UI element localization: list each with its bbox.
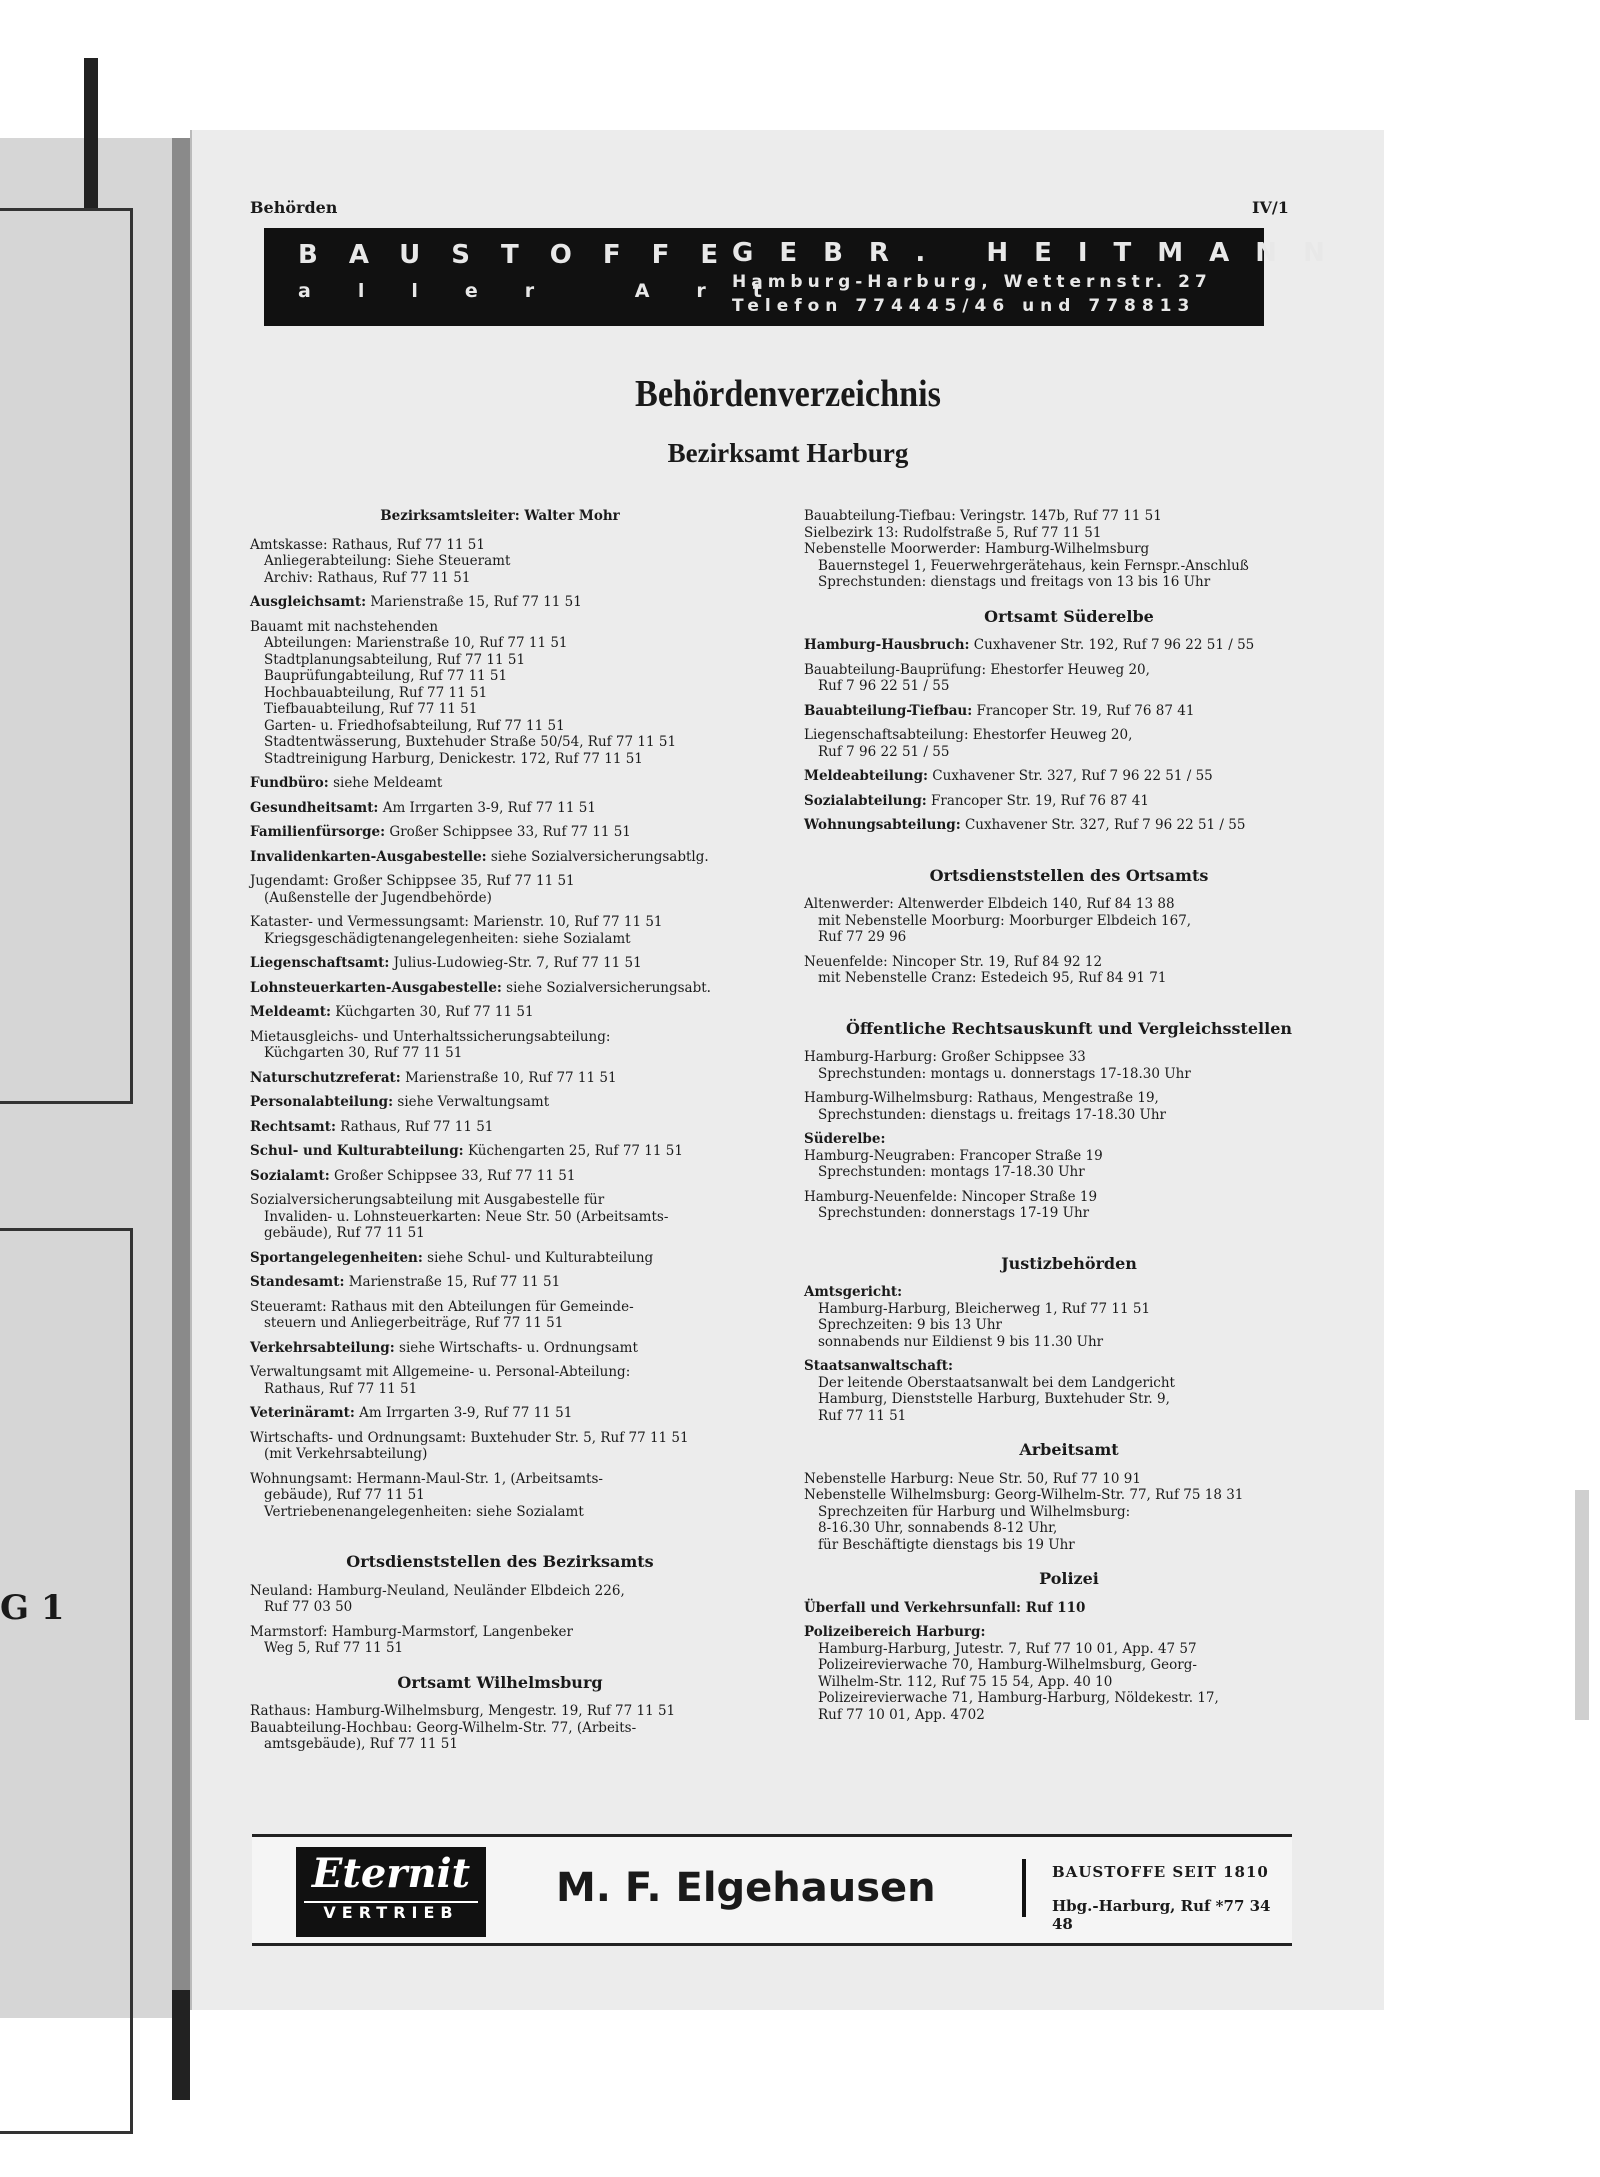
running-header-right: IV/1 — [1252, 198, 1289, 217]
advert-address: Hamburg-Harburg, Wetternstr. 27 — [732, 272, 1212, 292]
page-title: Behördenverzeichnis — [635, 373, 941, 415]
advert-baustoffe: BAUSTOFFE — [298, 240, 750, 270]
entry-sub: Hamburg, Dienststelle Harburg, Buxtehuder Str. 9, — [818, 1391, 1170, 1407]
entry-sub: Hamburg-Harburg, Bleicherweg 1, Ruf 77 11 51 — [818, 1300, 1151, 1317]
left-page — [0, 138, 172, 2018]
entry-sub: Sprechstunden: montags 17-18.30 Uhr — [818, 1164, 1085, 1180]
entry-sub: amtsgebäude), Ruf 77 11 51 — [264, 1736, 458, 1752]
entry: Sielbezirk 13: Rudolfstraße 5, Ruf 77 11 51 — [804, 524, 1102, 541]
entry: Meldeabteilung: Cuxhavener Str. 327, Ruf 7 96 22 51 / 55 — [804, 768, 1213, 784]
section-heading: Ortsdienststellen des Ortsamts — [929, 865, 1209, 885]
entry-sub: sonnabends nur Eildienst 9 bis 11.30 Uhr — [818, 1333, 1104, 1350]
binding-strip-bottom — [172, 1990, 190, 2100]
entry-sub: Sprechstunden: dienstags und freitags von 13 bis 16 Uhr — [818, 574, 1211, 590]
elgehausen-advert — [252, 1834, 1292, 1946]
entry: Bauamt mit nachstehenden — [250, 618, 439, 635]
section-heading: Öffentliche Rechtsauskunft und Vergleichsstellen — [845, 1018, 1293, 1038]
entry-sub: Sprechstunden: dienstags u. freitags 17-18.30 Uhr — [818, 1106, 1166, 1123]
entry-sub: Weg 5, Ruf 77 11 51 — [264, 1640, 404, 1656]
entry: Steueramt: Rathaus mit den Abteilungen für Gemeinde- — [250, 1298, 634, 1315]
entry: Staatsanwaltschaft: — [804, 1358, 954, 1374]
entry: Verwaltungsamt mit Allgemeine- u. Personal-Abteilung: — [250, 1364, 631, 1380]
entry: Gesundheitsamt: Am Irrgarten 3-9, Ruf 77 11 51 — [250, 799, 596, 816]
entry-sub: Der leitende Oberstaatsanwalt bei dem Landgericht — [818, 1374, 1175, 1391]
entry: Bauabteilung-Hochbau: Georg-Wilhelm-Str. 77, (Arbeits- — [250, 1719, 637, 1736]
entry: Schul- und Kulturabteilung: Küchengarten 25, Ruf 77 11 51 — [250, 1143, 683, 1159]
entry: Personalabteilung: siehe Verwaltungsamt — [250, 1094, 550, 1110]
section-heading: Arbeitsamt — [1019, 1440, 1119, 1459]
entry: Familienfürsorge: Großer Schippsee 33, Ruf 77 11 51 — [250, 824, 631, 840]
entry-sub: Anliegerabteilung: Siehe Steueramt — [264, 553, 511, 569]
entry: Wirtschafts- und Ordnungsamt: Buxtehuder Str. 5, Ruf 77 11 51 — [250, 1429, 689, 1446]
advert-divider — [1022, 1859, 1026, 1917]
entry-sub: steuern und Anliegerbeiträge, Ruf 77 11 51 — [264, 1315, 564, 1331]
entry: Sozialabteilung: Francoper Str. 19, Ruf 76 87 41 — [804, 792, 1149, 809]
entry: Hamburg-Hausbruch: Cuxhavener Str. 192, Ruf 7 96 22 51 / 55 — [804, 637, 1255, 653]
entry-sub: für Beschäftigte dienstags bis 19 Uhr — [818, 1536, 1075, 1553]
entry-sub: Stadtreinigung Harburg, Denickestr. 172, Ruf 77 11 51 — [264, 750, 643, 767]
entry-sub: Invaliden- u. Lohnsteuerkarten: Neue Str. 50 (Arbeitsamts- — [264, 1208, 669, 1225]
section-heading: Ortsamt Wilhelmsburg — [397, 1672, 603, 1692]
entry: Fundbüro: siehe Meldeamt — [250, 775, 443, 791]
entry-sub: Archiv: Rathaus, Ruf 77 11 51 — [264, 569, 471, 586]
edge-strip — [1575, 1490, 1589, 1720]
left-page-box-top — [0, 208, 133, 1104]
entry-sub: mit Nebenstelle Moorburg: Moorburger Elbdeich 167, — [818, 912, 1192, 929]
entry: Überfall und Verkehrsunfall: Ruf 110 — [804, 1599, 1086, 1616]
advert-phone: Telefon 774445/46 und 778813 — [732, 296, 1196, 316]
directory-page — [190, 130, 1384, 2010]
entry-sub: Ruf 77 11 51 — [818, 1407, 907, 1424]
advert-since: BAUSTOFFE SEIT 1810 — [1052, 1863, 1269, 1881]
page-subtitle: Bezirksamt Harburg — [667, 438, 909, 468]
entry-region: Süderelbe: — [804, 1131, 886, 1147]
section-heading: Justizbehörden — [1001, 1253, 1137, 1273]
entry: Jugendamt: Großer Schippsee 35, Ruf 77 11 51 — [250, 873, 575, 889]
entry-sub: Polizeirevierwache 70, Hamburg-Wilhelmsburg, Georg- — [818, 1657, 1197, 1673]
entry: Mietausgleichs- und Unterhaltssicherungsabteilung: — [250, 1028, 611, 1045]
entry-sub: Ruf 77 10 01, App. 4702 — [818, 1706, 985, 1723]
entry-sub: Abteilungen: Marienstraße 10, Ruf 77 11 51 — [264, 635, 568, 651]
entry: Bauabteilung-Bauprüfung: Ehestorfer Heuweg 20, — [804, 661, 1150, 678]
entry: Kataster- und Vermessungsamt: Marienstr. 10, Ruf 77 11 51 — [250, 914, 663, 930]
entry: Standesamt: Marienstraße 15, Ruf 77 11 51 — [250, 1274, 561, 1290]
entry: Sportangelegenheiten: siehe Schul- und Kulturabteilung — [250, 1249, 654, 1266]
entry-sub: gebäude), Ruf 77 11 51 — [264, 1487, 425, 1503]
entry-sub: Kriegsgeschädigtenangelegenheiten: siehe Sozialamt — [264, 930, 631, 947]
left-page-letter: G 1 — [0, 1588, 65, 1628]
right-column — [804, 508, 1334, 1723]
section-heading: Polizei — [1039, 1569, 1099, 1588]
entry-sub: Bauprüfungabteilung, Ruf 77 11 51 — [264, 668, 508, 684]
entry: Sozialversicherungsabteilung mit Ausgabestelle für — [250, 1192, 605, 1208]
entry: Lohnsteuerkarten-Ausgabestelle: siehe Sozialversicherungsabt. — [250, 979, 711, 996]
entry: Hamburg-Neugraben: Francoper Straße 19 — [804, 1147, 1103, 1164]
entry: Hamburg-Neuenfelde: Nincoper Straße 19 — [804, 1188, 1098, 1205]
entry: Neuenfelde: Nincoper Str. 19, Ruf 84 92 12 — [804, 953, 1103, 970]
entry-sub: 8-16.30 Uhr, sonnabends 8-12 Uhr, — [818, 1520, 1058, 1536]
entry-sub: Wilhelm-Str. 112, Ruf 75 15 54, App. 40 10 — [818, 1673, 1113, 1690]
entry-sub: (mit Verkehrsabteilung) — [264, 1446, 428, 1462]
binding-strip — [84, 58, 98, 208]
entry-sub: Stadtentwässerung, Buxtehuder Straße 50/54, Ruf 77 11 51 — [264, 734, 677, 750]
entry-sub: Ruf 7 96 22 51 / 55 — [818, 743, 950, 760]
running-header-left: Behörden — [250, 198, 338, 217]
entry: Ausgleichsamt: Marienstraße 15, Ruf 77 11 51 — [250, 594, 582, 610]
district-head: Bezirksamtsleiter: Walter Mohr — [380, 508, 620, 524]
entry-sub: Polizeirevierwache 71, Hamburg-Harburg, Nöldekestr. 17, — [818, 1690, 1219, 1706]
entry-sub: Hochbauabteilung, Ruf 77 11 51 — [264, 684, 488, 701]
advert-phone-line: Hbg.-Harburg, Ruf *77 34 48 — [1052, 1897, 1271, 1933]
entry-sub: Sprechzeiten: 9 bis 13 Uhr — [818, 1317, 1003, 1333]
book-gutter — [172, 138, 190, 2018]
eternit-logo-sub: VERTRIEB — [304, 1901, 478, 1922]
entry: Verkehrsabteilung: siehe Wirtschafts- u. Ordnungsamt — [250, 1339, 638, 1356]
entry: Meldeamt: Küchgarten 30, Ruf 77 11 51 — [250, 1004, 534, 1020]
advert-aller-art: aller Art — [298, 280, 809, 302]
entry: Wohnungsabteilung: Cuxhavener Str. 327, Ruf 7 96 22 51 / 55 — [804, 817, 1246, 833]
entry-sub: Vertriebenenangelegenheiten: siehe Sozialamt — [264, 1503, 584, 1520]
entry: Wohnungsamt: Hermann-Maul-Str. 1, (Arbeitsamts- — [250, 1470, 603, 1487]
entry: Bauabteilung-Tiefbau: Veringstr. 147b, Ruf 77 11 51 — [804, 508, 1162, 524]
entry-sub: Garten- u. Friedhofsabteilung, Ruf 77 11 51 — [264, 717, 565, 734]
entry: Veterinäramt: Am Irrgarten 3-9, Ruf 77 11 51 — [250, 1405, 573, 1421]
heitmann-advert — [264, 228, 1351, 326]
entry-sub: Rathaus, Ruf 77 11 51 — [264, 1380, 418, 1397]
entry: Rechtsamt: Rathaus, Ruf 77 11 51 — [250, 1118, 494, 1135]
entry-sub: Ruf 77 29 96 — [818, 929, 907, 945]
entry: Neuland: Hamburg-Neuland, Neuländer Elbdeich 226, — [250, 1582, 625, 1599]
firm-name: M. F. Elgehausen — [556, 1865, 936, 1911]
entry: Hamburg-Wilhelmsburg: Rathaus, Mengestraße 19, — [804, 1090, 1159, 1106]
entry: Liegenschaftsamt: Julius-Ludowieg-Str. 7, Ruf 77 11 51 — [250, 955, 642, 971]
entry: Bauabteilung-Tiefbau: Francoper Str. 19, Ruf 76 87 41 — [804, 702, 1195, 719]
entry: Naturschutzreferat: Marienstraße 10, Ruf 77 11 51 — [250, 1069, 617, 1086]
entry: Altenwerder: Altenwerder Elbdeich 140, Ruf 84 13 88 — [804, 896, 1175, 912]
entry-sub: Tiefbauabteilung, Ruf 77 11 51 — [264, 701, 478, 717]
entry-sub: Sprechstunden: donnerstags 17-19 Uhr — [818, 1205, 1090, 1221]
section-heading: Ortsdienststellen des Bezirksamts — [346, 1552, 654, 1571]
left-page-box-bottom — [0, 1228, 133, 2134]
eternit-logo — [296, 1847, 486, 1937]
advert-company: GEBR. HEITMANN — [732, 238, 1351, 268]
entry-sub: Stadtplanungsabteilung, Ruf 77 11 51 — [264, 651, 526, 668]
section-heading: Ortsamt Süderelbe — [984, 606, 1154, 626]
entry-sub: Sprechzeiten für Harburg und Wilhelmsburg: — [818, 1503, 1131, 1520]
entry: Marmstorf: Hamburg-Marmstorf, Langenbeker — [250, 1623, 573, 1640]
entry-sub: Ruf 77 03 50 — [264, 1599, 353, 1615]
entry: Invalidenkarten-Ausgabestelle: siehe Sozialversicherungsabtlg. — [250, 848, 709, 865]
entry: Rathaus: Hamburg-Wilhelmsburg, Mengestr. 19, Ruf 77 11 51 — [250, 1703, 676, 1719]
left-column — [250, 508, 750, 1753]
entry-sub: Sprechstunden: montags u. donnerstags 17-18.30 Uhr — [818, 1065, 1191, 1082]
entry-sub: Bauernstegel 1, Feuerwehrgerätehaus, kein Fernspr.-Anschluß — [818, 557, 1249, 574]
entry: Sozialamt: Großer Schippsee 33, Ruf 77 11 51 — [250, 1167, 576, 1184]
eternit-logo-text: Eternit — [311, 1850, 471, 1897]
entry-sub: mit Nebenstelle Cranz: Estedeich 95, Ruf 84 91 71 — [818, 970, 1167, 986]
entry: Liegenschaftsabteilung: Ehestorfer Heuweg 20, — [804, 727, 1133, 743]
entry: Polizeibereich Harburg: — [804, 1624, 986, 1640]
entry: Nebenstelle Wilhelmsburg: Georg-Wilhelm-Str. 77, Ruf 75 18 31 — [804, 1487, 1244, 1503]
entry: Amtskasse: Rathaus, Ruf 77 11 51 — [250, 536, 485, 553]
entry-sub: (Außenstelle der Jugendbehörde) — [264, 889, 492, 906]
entry-sub: Hamburg-Harburg, Jutestr. 7, Ruf 77 10 01, App. 47 57 — [818, 1640, 1197, 1657]
entry: Nebenstelle Harburg: Neue Str. 50, Ruf 77 10 91 — [804, 1470, 1141, 1487]
entry-sub: Ruf 7 96 22 51 / 55 — [818, 678, 950, 694]
entry: Hamburg-Harburg: Großer Schippsee 33 — [804, 1049, 1086, 1065]
entry-sub: Küchgarten 30, Ruf 77 11 51 — [264, 1045, 463, 1061]
entry: Amtsgericht: — [804, 1284, 903, 1300]
entry: Nebenstelle Moorwerder: Hamburg-Wilhelmsburg — [804, 541, 1150, 557]
entry-sub: gebäude), Ruf 77 11 51 — [264, 1225, 425, 1241]
